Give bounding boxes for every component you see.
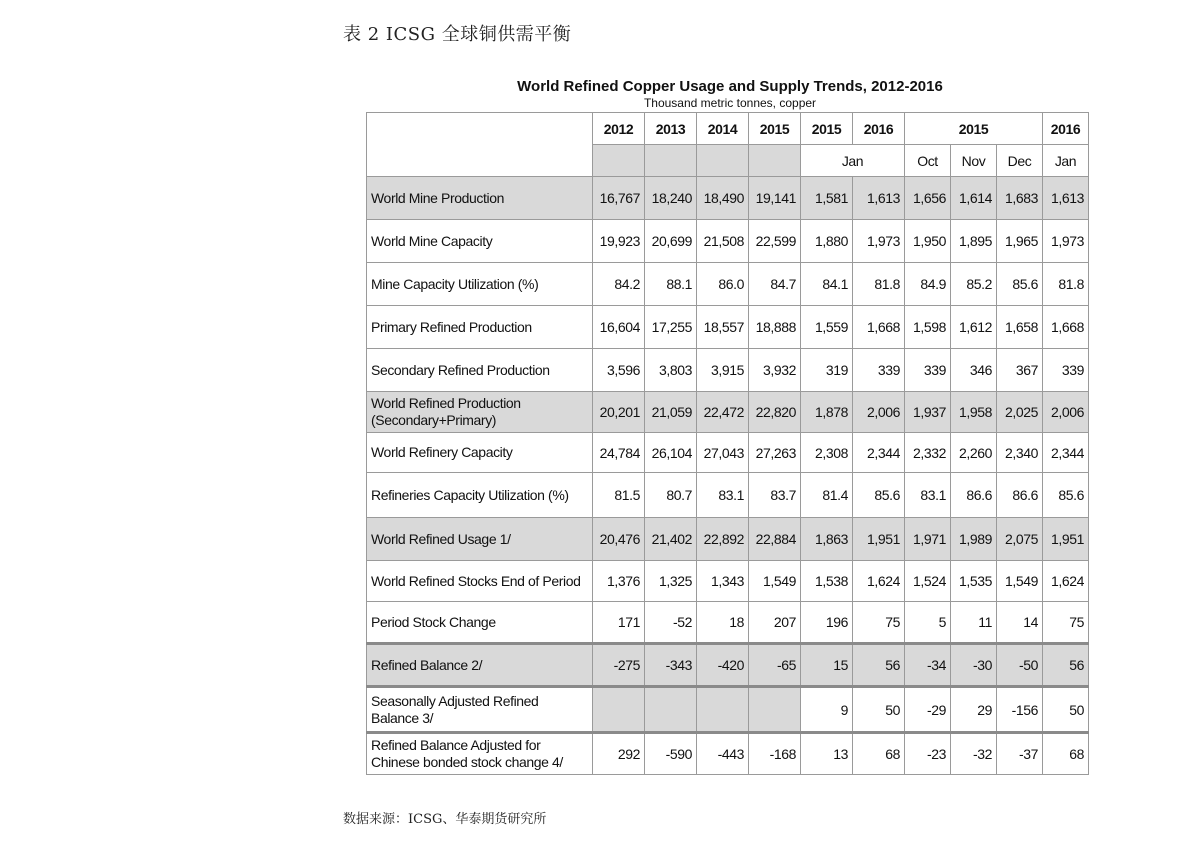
table-cell: 1,880	[801, 220, 853, 263]
table-cell: 26,104	[645, 433, 697, 473]
table-cell: 15	[801, 644, 853, 687]
table-cell: 88.1	[645, 263, 697, 306]
table-cell: -65	[749, 644, 801, 687]
header-jan-2016: Jan	[1043, 145, 1089, 177]
table-cell: 2,006	[853, 392, 905, 433]
table-cell: 21,402	[645, 518, 697, 561]
table-cell: 1,343	[697, 561, 749, 602]
table-cell: 1,325	[645, 561, 697, 602]
row-label: Mine Capacity Utilization (%)	[367, 263, 593, 306]
table-cell: 19,141	[749, 177, 801, 220]
table-row	[367, 518, 1089, 561]
row-label: Seasonally Adjusted Refined Balance 3/	[367, 687, 593, 733]
table-cell: 1,614	[951, 177, 997, 220]
table-cell: 2,332	[905, 433, 951, 473]
table-cell: 84.7	[749, 263, 801, 306]
table-cell: -34	[905, 644, 951, 687]
row-label: World Refined Production (Secondary+Primary)	[367, 392, 593, 433]
table-cell: 81.4	[801, 473, 853, 518]
table-cell: 16,767	[593, 177, 645, 220]
table-cell: 68	[853, 733, 905, 775]
table-cell: 2,340	[997, 433, 1043, 473]
header-2015-jan: 2015	[801, 113, 853, 145]
table-cell: 83.7	[749, 473, 801, 518]
table-cell: 1,376	[593, 561, 645, 602]
table-cell: -275	[593, 644, 645, 687]
table-cell: 339	[853, 349, 905, 392]
table-cell	[697, 687, 749, 733]
table-cell: 81.8	[1043, 263, 1089, 306]
copper-balance-table	[366, 112, 1089, 775]
table-cell: 3,932	[749, 349, 801, 392]
table-cell: 22,472	[697, 392, 749, 433]
table-cell: 339	[905, 349, 951, 392]
table-cell: 22,820	[749, 392, 801, 433]
table-cell: 1,973	[853, 220, 905, 263]
table-cell: 85.6	[853, 473, 905, 518]
table-cell: 86.0	[697, 263, 749, 306]
source-note: 数据来源：ICSG、华泰期货研究所	[343, 812, 547, 827]
table-cell: 1,878	[801, 392, 853, 433]
table-cell: 56	[853, 644, 905, 687]
table-cell: 2,075	[997, 518, 1043, 561]
table-cell: 196	[801, 602, 853, 644]
table-cell: 84.1	[801, 263, 853, 306]
table-cell: 3,915	[697, 349, 749, 392]
table-cell: 85.6	[997, 263, 1043, 306]
table-cell: 1,624	[1043, 561, 1089, 602]
table-cell: 56	[1043, 644, 1089, 687]
table-cell: 1,535	[951, 561, 997, 602]
table-cell: 1,598	[905, 306, 951, 349]
header-jan: Jan	[801, 145, 905, 177]
table-row	[367, 561, 1089, 602]
header-2016-jan: 2016	[853, 113, 905, 145]
table-cell: 22,599	[749, 220, 801, 263]
table-cell: -420	[697, 644, 749, 687]
table-cell: -343	[645, 644, 697, 687]
table-cell: -29	[905, 687, 951, 733]
table-cell: 367	[997, 349, 1043, 392]
row-label: Refined Balance Adjusted for Chinese bonded stock change 4/	[367, 733, 593, 775]
table-row	[367, 644, 1089, 687]
table-cell: 1,951	[853, 518, 905, 561]
header-dec: Dec	[997, 145, 1043, 177]
table-cell: 68	[1043, 733, 1089, 775]
table-cell: 20,201	[593, 392, 645, 433]
table-cell: 27,043	[697, 433, 749, 473]
header-2015-months: 2015	[905, 113, 1043, 145]
table-row	[367, 263, 1089, 306]
table-cell: 20,476	[593, 518, 645, 561]
table-cell: 1,658	[997, 306, 1043, 349]
table-cell: 9	[801, 687, 853, 733]
table-row	[367, 306, 1089, 349]
table-cell: 3,596	[593, 349, 645, 392]
table-cell: -50	[997, 644, 1043, 687]
table-cell: 2,025	[997, 392, 1043, 433]
table-cell: 80.7	[645, 473, 697, 518]
header-2015: 2015	[749, 113, 801, 145]
row-label: World Mine Production	[367, 177, 593, 220]
table-cell: 18,888	[749, 306, 801, 349]
table-cell: 14	[997, 602, 1043, 644]
table-caption: 表 2 ICSG 全球铜供需平衡	[343, 24, 572, 45]
table-cell: 1,549	[997, 561, 1043, 602]
table-cell: 19,923	[593, 220, 645, 263]
table-cell: 81.8	[853, 263, 905, 306]
table-cell: 85.2	[951, 263, 997, 306]
header-blank-2013	[645, 145, 697, 177]
header-blank	[367, 113, 593, 177]
table-cell: 2,308	[801, 433, 853, 473]
table-cell: 29	[951, 687, 997, 733]
table-cell: 1,624	[853, 561, 905, 602]
table-cell: 319	[801, 349, 853, 392]
header-blank-2015	[749, 145, 801, 177]
table-cell: 1,895	[951, 220, 997, 263]
table-cell: 1,613	[1043, 177, 1089, 220]
table-row	[367, 602, 1089, 644]
table-cell: 16,604	[593, 306, 645, 349]
table-cell: 1,973	[1043, 220, 1089, 263]
table-cell: 1,613	[853, 177, 905, 220]
table-cell: 27,263	[749, 433, 801, 473]
table-cell: 24,784	[593, 433, 645, 473]
header-2013: 2013	[645, 113, 697, 145]
table-cell: 50	[1043, 687, 1089, 733]
table-cell: 1,656	[905, 177, 951, 220]
table-cell: 1,989	[951, 518, 997, 561]
table-cell: 1,863	[801, 518, 853, 561]
table-cell: 339	[1043, 349, 1089, 392]
table-cell: -37	[997, 733, 1043, 775]
table-cell: 1,581	[801, 177, 853, 220]
table-cell: 171	[593, 602, 645, 644]
table-cell: -156	[997, 687, 1043, 733]
table-cell: 21,508	[697, 220, 749, 263]
table-cell: 3,803	[645, 349, 697, 392]
table-cell: 1,958	[951, 392, 997, 433]
table-cell: 5	[905, 602, 951, 644]
table-cell	[645, 687, 697, 733]
header-2016-month: 2016	[1043, 113, 1089, 145]
row-label: Period Stock Change	[367, 602, 593, 644]
table-cell: -443	[697, 733, 749, 775]
table-body	[367, 177, 1089, 775]
header-2014: 2014	[697, 113, 749, 145]
table-cell: 84.9	[905, 263, 951, 306]
table-row	[367, 473, 1089, 518]
table-cell: 1,549	[749, 561, 801, 602]
table-cell: 1,951	[1043, 518, 1089, 561]
row-label: Primary Refined Production	[367, 306, 593, 349]
table-cell: 50	[853, 687, 905, 733]
table-row	[367, 392, 1089, 433]
table-cell: 21,059	[645, 392, 697, 433]
header-nov: Nov	[951, 145, 997, 177]
table-cell: 2,344	[1043, 433, 1089, 473]
header-2012: 2012	[593, 113, 645, 145]
row-label: Refined Balance 2/	[367, 644, 593, 687]
table-cell: 83.1	[905, 473, 951, 518]
table-cell: 1,524	[905, 561, 951, 602]
table-cell: 292	[593, 733, 645, 775]
header-blank-2014	[697, 145, 749, 177]
table-cell: 1,668	[1043, 306, 1089, 349]
table-cell: 86.6	[997, 473, 1043, 518]
table-cell: 18,490	[697, 177, 749, 220]
table-cell: 18	[697, 602, 749, 644]
table-cell: 1,950	[905, 220, 951, 263]
row-label: World Refined Stocks End of Period	[367, 561, 593, 602]
header-oct: Oct	[905, 145, 951, 177]
table-row	[367, 349, 1089, 392]
table-cell: -590	[645, 733, 697, 775]
row-label: Refineries Capacity Utilization (%)	[367, 473, 593, 518]
table-cell: -30	[951, 644, 997, 687]
table-cell: 84.2	[593, 263, 645, 306]
row-label: World Mine Capacity	[367, 220, 593, 263]
table-cell: 83.1	[697, 473, 749, 518]
table-cell: 2,260	[951, 433, 997, 473]
table-cell: -23	[905, 733, 951, 775]
table-cell: 20,699	[645, 220, 697, 263]
table-cell: 75	[1043, 602, 1089, 644]
table-row	[367, 220, 1089, 263]
table-row	[367, 687, 1089, 733]
table-cell: 1,683	[997, 177, 1043, 220]
table-cell: -168	[749, 733, 801, 775]
table-cell: -32	[951, 733, 997, 775]
table-cell: 13	[801, 733, 853, 775]
table-cell: 1,971	[905, 518, 951, 561]
table-cell: 207	[749, 602, 801, 644]
table-cell: 17,255	[645, 306, 697, 349]
table-cell: 75	[853, 602, 905, 644]
table-cell: 2,344	[853, 433, 905, 473]
table-cell: 86.6	[951, 473, 997, 518]
header-blank-2012	[593, 145, 645, 177]
table-cell: 18,240	[645, 177, 697, 220]
table-cell	[749, 687, 801, 733]
table-cell: 1,668	[853, 306, 905, 349]
table-row	[367, 433, 1089, 473]
table-cell: 346	[951, 349, 997, 392]
table-subtitle: Thousand metric tonnes, copper	[643, 96, 817, 110]
table-cell: 22,884	[749, 518, 801, 561]
table-cell: 81.5	[593, 473, 645, 518]
table-cell: 11	[951, 602, 997, 644]
table-cell: 1,612	[951, 306, 997, 349]
table-row	[367, 733, 1089, 775]
table-cell: 85.6	[1043, 473, 1089, 518]
table-title: World Refined Copper Usage and Supply Trends, 2012-2016	[517, 78, 943, 95]
row-label: World Refined Usage 1/	[367, 518, 593, 561]
table-cell: 1,538	[801, 561, 853, 602]
table-cell	[593, 687, 645, 733]
table-cell: 1,965	[997, 220, 1043, 263]
table-cell: -52	[645, 602, 697, 644]
row-label: World Refinery Capacity	[367, 433, 593, 473]
table-cell: 22,892	[697, 518, 749, 561]
table-cell: 2,006	[1043, 392, 1089, 433]
table-cell: 1,937	[905, 392, 951, 433]
table-cell: 1,559	[801, 306, 853, 349]
table-cell: 18,557	[697, 306, 749, 349]
table-row	[367, 177, 1089, 220]
row-label: Secondary Refined Production	[367, 349, 593, 392]
